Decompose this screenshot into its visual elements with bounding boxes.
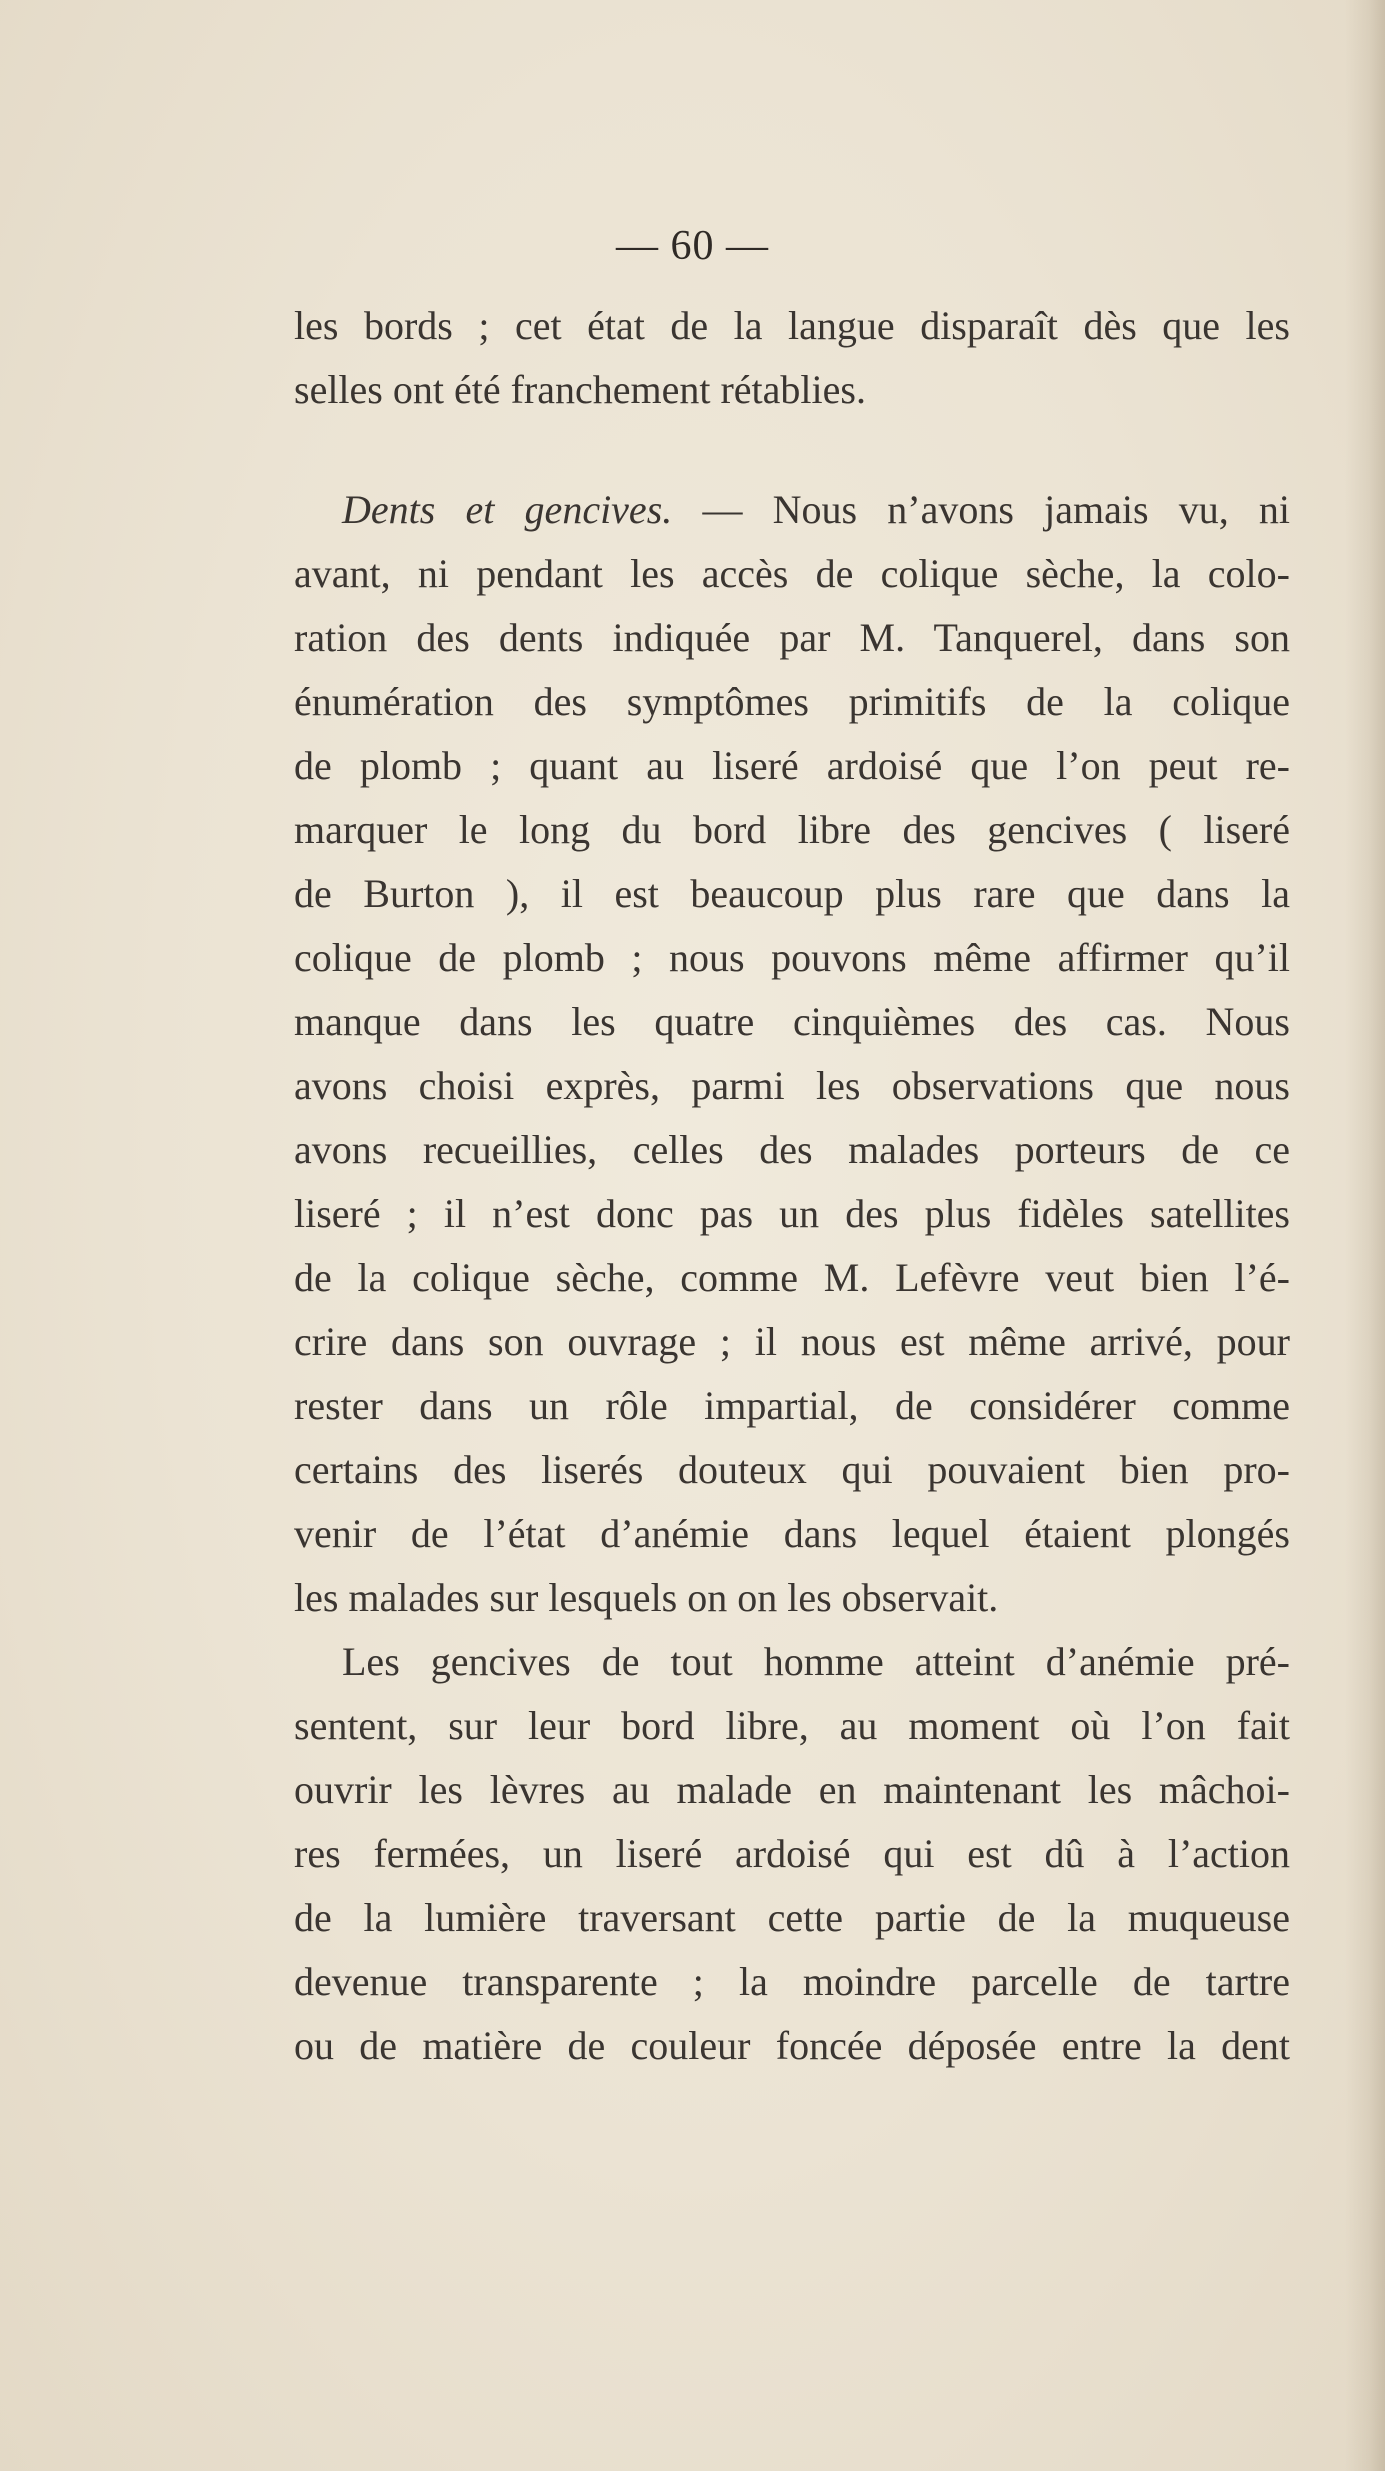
text-line: devenue transparente ; la moindre parcelle de tartre bbox=[294, 1959, 1290, 2004]
text-line-with-heading bbox=[294, 478, 1290, 542]
text-line: selles ont été franchement rétablies. bbox=[294, 367, 866, 412]
text-line: marquer le long du bord libre des gencives ( liseré bbox=[294, 807, 1290, 852]
text-line: de la colique sèche, comme M. Lefèvre veut bien l’é- bbox=[294, 1255, 1290, 1300]
text-line: ouvrir les lèvres au malade en maintenant les mâchoi- bbox=[294, 1767, 1290, 1812]
text-line: crire dans son ouvrage ; il nous est même arrivé, pour bbox=[294, 1319, 1290, 1364]
text-line: avant, ni pendant les accès de colique sèche, la colo- bbox=[294, 551, 1290, 596]
text-line: certains des liserés douteux qui pouvaient bien pro- bbox=[294, 1447, 1290, 1492]
page-number: — 60 — bbox=[616, 223, 769, 269]
text-line: les bords ; cet état de la langue disparaît dès que les bbox=[294, 303, 1290, 348]
text-line: res fermées, un liseré ardoisé qui est dû à l’action bbox=[294, 1831, 1290, 1876]
text-line: Les gencives de tout homme atteint d’anémie pré- bbox=[342, 1639, 1290, 1684]
text-line: venir de l’état d’anémie dans lequel étaient plongés bbox=[294, 1511, 1290, 1556]
text-line: colique de plomb ; nous pouvons même affirmer qu’il bbox=[294, 935, 1290, 980]
section-heading: Dents et gencives. bbox=[342, 487, 673, 532]
text-line: ou de matière de couleur foncée déposée entre la dent bbox=[294, 2023, 1290, 2068]
text-line: de la lumière traversant cette partie de la muqueuse bbox=[294, 1895, 1290, 1940]
text-line: avons choisi exprès, parmi les observations que nous bbox=[294, 1063, 1290, 1108]
text-line: avons recueillies, celles des malades porteurs de ce bbox=[294, 1127, 1290, 1172]
text-run: — Nous n’avons jamais vu, ni bbox=[672, 487, 1290, 532]
text-line: manque dans les quatre cinquièmes des cas. Nous bbox=[294, 999, 1290, 1044]
page-edge-shadow bbox=[1345, 0, 1385, 2471]
body-text bbox=[294, 294, 1290, 2078]
text-line: de plomb ; quant au liseré ardoisé que l’on peut re- bbox=[294, 743, 1290, 788]
text-line: énumération des symptômes primitifs de la colique bbox=[294, 679, 1290, 724]
text-line: rester dans un rôle impartial, de considérer comme bbox=[294, 1383, 1290, 1428]
text-line: liseré ; il n’est donc pas un des plus fidèles satellites bbox=[294, 1191, 1290, 1236]
text-line: sentent, sur leur bord libre, au moment où l’on fait bbox=[294, 1703, 1290, 1748]
paragraph-gap bbox=[294, 422, 1290, 478]
text-line: de Burton ), il est beaucoup plus rare que dans la bbox=[294, 871, 1290, 916]
text-line: les malades sur lesquels on on les observait. bbox=[294, 1575, 999, 1620]
text-line: ration des dents indiquée par M. Tanquerel, dans son bbox=[294, 615, 1290, 660]
